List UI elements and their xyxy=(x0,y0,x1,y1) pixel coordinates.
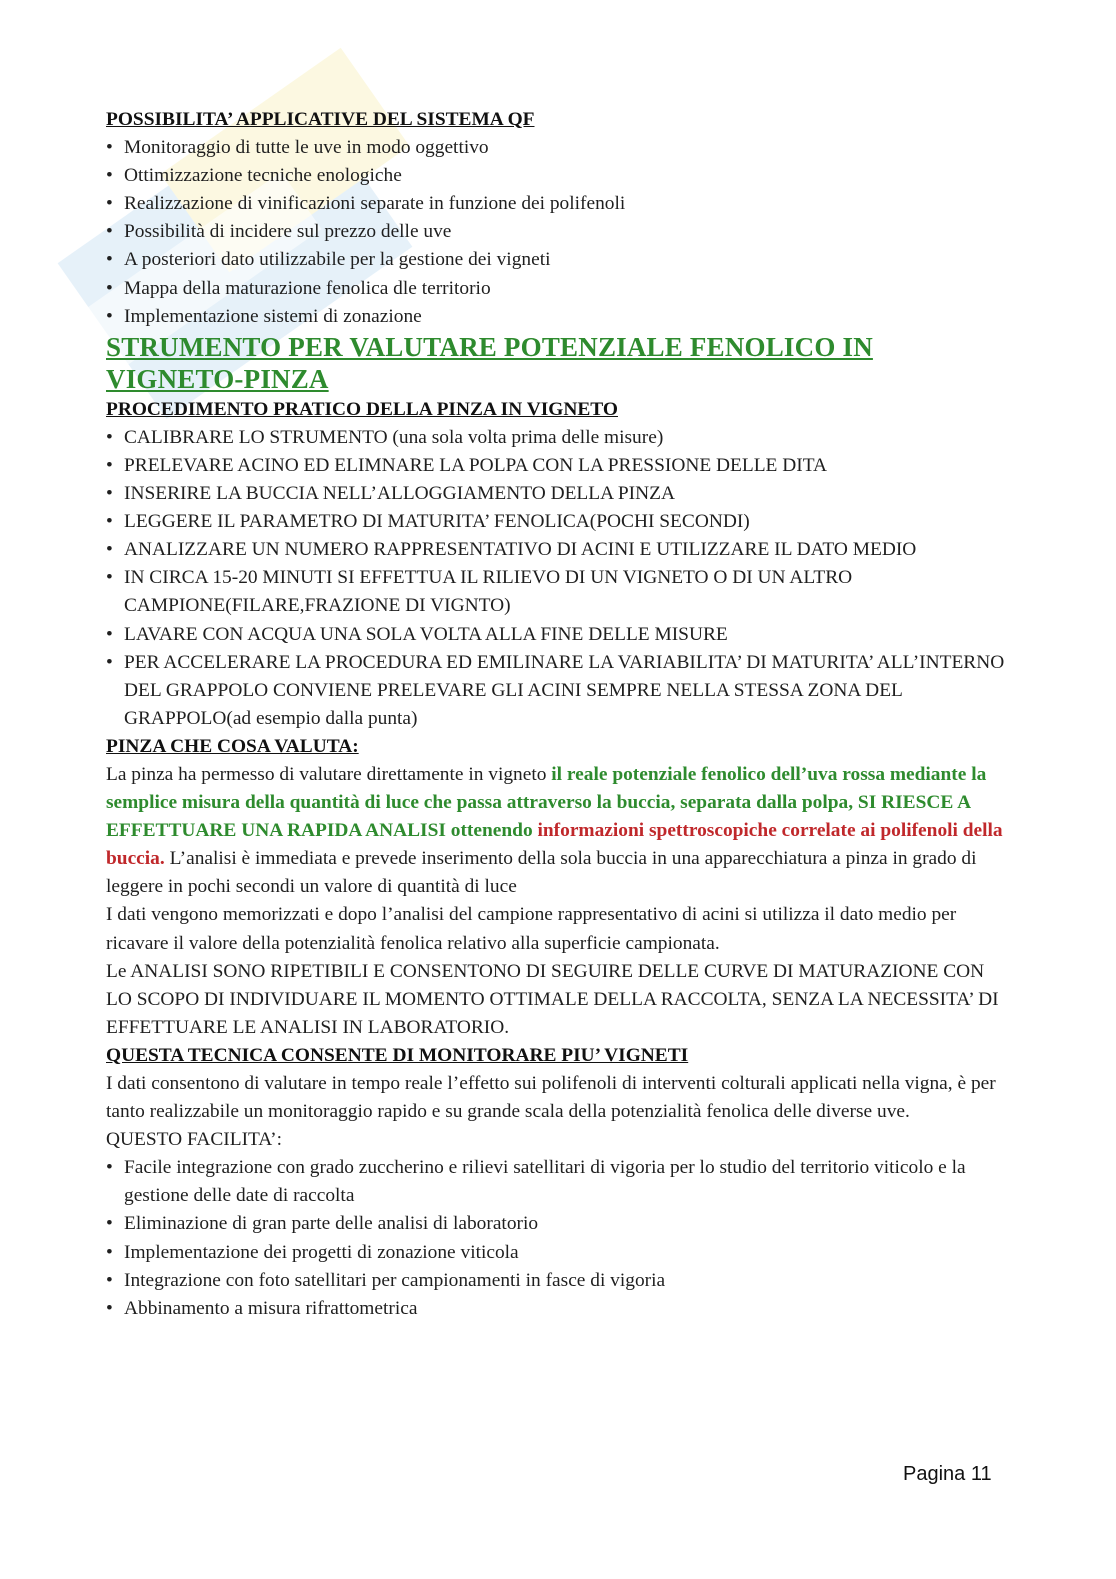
list-applicazioni xyxy=(106,134,1006,331)
section-title-procedimento: PROCEDIMENTO PRATICO DELLA PINZA IN VIGNETO xyxy=(106,398,618,420)
list-item: • Facile integrazione con grado zuccherino e rilievi satellitari di vigoria per lo studio del territorio viticolo e la gestione delle date di raccolta xyxy=(106,1154,1006,1210)
list-item: • Implementazione sistemi di zonazione xyxy=(106,303,1006,331)
paragraph-pinza xyxy=(106,761,1006,901)
list-item: • PER ACCELERARE LA PROCEDURA ED EMILINARE LA VARIABILITA’ DI MATURITA’ ALL’INTERNO DEL GRAPPOLO CONVIENE PRELEVARE GLI ACINI SEMPRE NELLA STESSA ZONA DEL GRAPPOLO(ad esempio dalla punta) xyxy=(106,649,1006,733)
page-content xyxy=(106,106,1006,1323)
highlight-red-text: informazioni spettroscopiche correlate ai polifenoli della buccia. xyxy=(106,820,1003,870)
highlight-green-text: il reale potenziale fenolico dell’uva rossa mediante la semplice misura della quantità di luce che passa attraverso la buccia, separata dalla polpa, SI RIESCE A EFFETTUARE UNA RAPIDA ANALISI ottenendo xyxy=(106,763,987,842)
list-item: • LAVARE CON ACQUA UNA SOLA VOLTA ALLA FINE DELLE MISURE xyxy=(106,621,1006,649)
list-item: • Integrazione con foto satellitari per campionamenti in fasce di vigoria xyxy=(106,1267,1006,1295)
list-item: • ANALIZZARE UN NUMERO RAPPRESENTATIVO DI ACINI E UTILIZZARE IL DATO MEDIO xyxy=(106,536,1006,564)
section-title-applicazioni: POSSIBILITA’ APPLICATIVE DEL SISTEMA QF xyxy=(106,109,535,130)
list-item: • Mappa della maturazione fenolica dle territorio xyxy=(106,275,1006,303)
section-title-valutazione: PINZA CHE COSA VALUTA: xyxy=(106,735,359,757)
list-item: • Implementazione dei progetti di zonazione viticola xyxy=(106,1239,1006,1267)
list-item: • PRELEVARE ACINO ED ELIMNARE LA POLPA CON LA PRESSIONE DELLE DITA xyxy=(106,452,1006,480)
paragraph-facilita: QUESTO FACILITA’: xyxy=(106,1129,283,1151)
list-facilita xyxy=(106,1154,1006,1323)
list-item: • INSERIRE LA BUCCIA NELL’ALLOGGIAMENTO DELLA PINZA xyxy=(106,480,1006,508)
list-item: • Ottimizzazione tecniche enologiche xyxy=(106,162,1006,190)
paragraph-analisi: Le ANALISI SONO RIPETIBILI E CONSENTONO DI SEGUIRE DELLE CURVE DI MATURAZIONE CON LO SCOPO DI INDIVIDUARE IL MOMENTO OTTIMALE DELLA RACCOLTA, SENZA LA NECESSITA’ DI EFFETTUARE LE ANALISI IN LABORATORIO. xyxy=(106,960,999,1038)
list-item: • Monitoraggio di tutte le uve in modo oggettivo xyxy=(106,134,1006,162)
main-heading: STRUMENTO PER VALUTARE POTENZIALE FENOLICO IN VIGNETO-PINZA xyxy=(106,331,873,395)
list-item: • Eliminazione di gran parte delle analisi di laboratorio xyxy=(106,1210,1006,1238)
list-item: • LEGGERE IL PARAMETRO DI MATURITA’ FENOLICA(POCHI SECONDI) xyxy=(106,508,1006,536)
list-item: • Abbinamento a misura rifrattometrica xyxy=(106,1295,1006,1323)
section-title-monitoraggio: QUESTA TECNICA CONSENTE DI MONITORARE PIU’ VIGNETI xyxy=(106,1044,689,1066)
list-item: • Possibilità di incidere sul prezzo delle uve xyxy=(106,218,1006,246)
paragraph-dati: I dati vengono memorizzati e dopo l’analisi del campione rappresentativo di acini si utilizza il dato medio per ricavare il valore della potenzialità fenolica relativo alla superficie campionata. xyxy=(106,904,957,954)
paragraph-monitoraggio: I dati consentono di valutare in tempo reale l’effetto sui polifenoli di interventi colturali applicati nella vigna, è per tanto realizzabile un monitoraggio rapido e su grande scala della potenzialità fenolica delle diverse uve. xyxy=(106,1073,996,1123)
page-number: Pagina 11 xyxy=(903,1463,992,1485)
text-run: L’analisi è immediata e prevede inserimento della sola buccia in una apparecchiatura a pinza in grado di leggere in pochi secondi un valore di quantità di luce xyxy=(106,848,977,898)
list-item: • A posteriori dato utilizzabile per la gestione dei vigneti xyxy=(106,246,1006,274)
list-item: • IN CIRCA 15-20 MINUTI SI EFFETTUA IL RILIEVO DI UN VIGNETO O DI UN ALTRO CAMPIONE(FILARE,FRAZIONE DI VIGNTO) xyxy=(106,564,1006,620)
list-item: • Realizzazione di vinificazioni separate in funzione dei polifenoli xyxy=(106,190,1006,218)
text-run: La pinza ha permesso di valutare direttamente in vigneto xyxy=(106,763,552,785)
list-item: • CALIBRARE LO STRUMENTO (una sola volta prima delle misure) xyxy=(106,424,1006,452)
list-procedimento xyxy=(106,424,1006,733)
